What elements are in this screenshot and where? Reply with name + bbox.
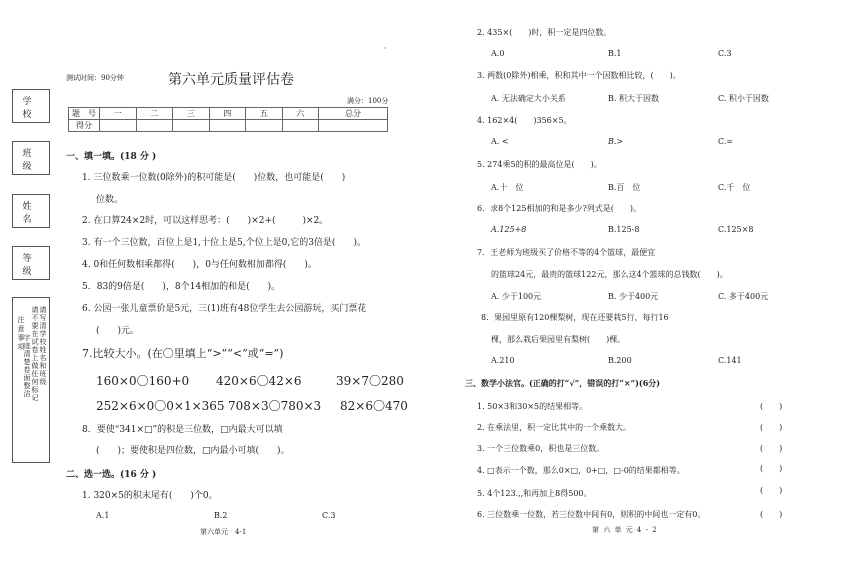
section-3-heading: 三、数学小法官。(正确的打“√”，错误的打“×”)(6分) [465, 378, 661, 388]
option-c: C.= [718, 137, 734, 146]
score-header-cell: 三 [173, 108, 210, 120]
option-b: B. 积大于因数 [608, 94, 659, 103]
compare-item: 420×6〇42×6 [216, 374, 302, 388]
judge-item: 2. 在乘法里，积一定比其中的一个乘数大。 [477, 423, 632, 432]
test-time: 测试时间：90分钟 [66, 74, 124, 82]
notice-col-2: 请不要在试卷上做任何标记 [31, 306, 39, 402]
question-1-3: 3. 有一个三位数，百位上是1,十位上是5,个位上是0,它的3倍是( )。 [82, 238, 366, 248]
score-header-cell: 二 [136, 108, 173, 120]
question-2-1: 1. 320×5的积末尾有( )个0。 [82, 491, 218, 501]
question-1-6: 6. 公园一张儿童票价是5元，三(1)班有48位学生去公园游玩，买门票花 [82, 304, 367, 314]
question-2-6: 6．求8个125相加的和是多少?列式是( )。 [477, 204, 641, 213]
option-a: A.1 [96, 511, 110, 520]
section-1-heading: 一、填一填。(18 分 ) [66, 152, 157, 162]
compare-item: 82×6〇470 [340, 399, 408, 413]
compare-item: 160×0〇160+0 [96, 374, 190, 388]
question-1-1-cont: 位数。 [96, 195, 124, 205]
school-label: 学 校 [22, 97, 53, 120]
judge-answer-paren[interactable]: ( ) [760, 402, 783, 411]
option-a: A.0 [491, 49, 505, 58]
option-a: A. 少于100元 [491, 292, 542, 301]
score-header-cell: 五 [246, 108, 283, 120]
option-c: C. 多于400元 [718, 292, 769, 301]
section-2-heading: 二、选一选。(16 分 ) [66, 470, 157, 480]
score-cell[interactable] [100, 120, 137, 132]
score-header-cell: 六 [282, 108, 319, 120]
judge-answer-paren[interactable]: ( ) [760, 444, 783, 453]
question-1-4: 4. 0和任何数相乘都得( )，0与任何数相加都得( )。 [82, 260, 317, 270]
compare-item: 708×3〇780×3 [228, 399, 322, 413]
question-1-2: 2. 在口算24×2时，可以这样思考：( )×2+( )×2。 [82, 216, 329, 226]
notice-box [12, 297, 50, 463]
option-c: C.141 [718, 356, 742, 365]
score-table-score-row [69, 120, 388, 132]
judge-answer-paren[interactable]: ( ) [760, 510, 783, 519]
notice-col-1: 请写清学校姓名和班级 [39, 306, 47, 386]
option-c: C.3 [718, 49, 732, 58]
page-dot: · [384, 44, 387, 53]
question-1-6-cont: ( )元。 [96, 326, 140, 336]
option-c: C.千 位 [718, 183, 751, 192]
question-2-4: 4. 162×4( )356×5。 [477, 116, 572, 125]
judge-answer-paren[interactable]: ( ) [760, 464, 783, 473]
notice-col-3: 字迹清楚卷面整洁 [23, 334, 31, 398]
score-cell[interactable] [209, 120, 246, 132]
full-score: 满分：100分 [347, 97, 389, 105]
question-1-5: 5．83的9倍是( )，8个14相加的和是( )。 [82, 282, 281, 292]
name-label: 姓 名 [22, 202, 53, 225]
question-1-8: 8．要使“341×□”的积是三位数，□内最大可以填 [82, 425, 283, 435]
option-c: C. 积小于因数 [718, 94, 769, 103]
option-b: B.> [608, 137, 624, 146]
judge-answer-paren[interactable]: ( ) [760, 486, 783, 495]
option-b: B.125-8 [608, 225, 640, 234]
question-1-1: 1. 三位数乘一位数(0除外)的积可能是( )位数，也可能是( ) [82, 173, 346, 183]
score-table [68, 107, 388, 132]
option-c: C.3 [322, 511, 336, 520]
option-b: B.百 位 [608, 183, 641, 192]
question-2-7-cont: 的篮球24元，最贵的篮球122元，那么这4个篮球的总钱数( )。 [491, 270, 728, 279]
question-2-3: 3. 两数(0除外)相乘，积和其中一个因数相比较，( )。 [477, 71, 681, 80]
option-a: A. 无法确定大小关系 [491, 94, 566, 103]
score-header-cell: 总分 [319, 108, 388, 120]
notice-title: 注意事项 [17, 316, 25, 352]
question-1-7: 7.比较大小。(在〇里填上“>”“<”或“=”) [82, 347, 284, 360]
judge-item: 3. 一个三位数乘0，积也是三位数。 [477, 444, 605, 453]
score-table-header-row [69, 108, 388, 120]
question-2-8-cont: 棵，那么栽后果园里有梨树( )棵。 [491, 335, 626, 344]
judge-item: 1. 50×3和30×5的结果相等。 [477, 402, 588, 411]
left-footer: 第六单元 4-1 [200, 528, 247, 536]
question-2-7: 7．王老师为班级买了价格不等的4个篮球，最便宜 [477, 248, 656, 257]
score-header-cell: 题 号 [69, 108, 100, 120]
score-cell[interactable] [173, 120, 210, 132]
score-cell[interactable] [319, 120, 388, 132]
option-b: B.200 [608, 356, 632, 365]
judge-item: 5. 4个123.,,和再加上8得500。 [477, 489, 592, 498]
compare-item: 252×6×0〇0×1×365 [96, 399, 225, 413]
score-cell[interactable] [282, 120, 319, 132]
question-2-5: 5. 274乘5的积的最高位是( )。 [477, 160, 602, 169]
judge-answer-paren[interactable]: ( ) [760, 423, 783, 432]
score-cell[interactable] [136, 120, 173, 132]
option-a: A. < [491, 137, 509, 146]
score-header-cell: 一 [100, 108, 137, 120]
option-b: B. 少于400元 [608, 292, 659, 301]
right-footer: 第 六 单 元 4 - 2 [592, 526, 658, 534]
option-b: B.1 [608, 49, 622, 58]
question-2-8: 8．果园里原有120棵梨树，现在还要栽5行，每行16 [481, 313, 669, 322]
option-a: A.125+8 [491, 225, 527, 234]
question-2-2: 2. 435×( )时，积一定是四位数。 [477, 28, 612, 37]
page-title: 第六单元质量评估卷 [168, 72, 294, 88]
option-a: A.十 位 [491, 183, 524, 192]
grade-label: 等 级 [22, 254, 53, 277]
class-label: 班 级 [22, 149, 53, 172]
score-row-label: 得分 [69, 120, 100, 132]
judge-item: 6. 三位数乘一位数，若三位数中间有0，则积的中间也一定有0。 [477, 510, 706, 519]
option-b: B.2 [214, 511, 228, 520]
option-c: C.125×8 [718, 225, 754, 234]
score-header-cell: 四 [209, 108, 246, 120]
option-a: A.210 [491, 356, 515, 365]
compare-item: 39×7〇280 [336, 374, 404, 388]
score-cell[interactable] [246, 120, 283, 132]
judge-item: 4. □表示一个数，那么0×□，0+□，□-0的结果都相等。 [477, 466, 685, 475]
question-1-8-cont: ( )；要使积是四位数，□内最小可填( )。 [96, 446, 290, 456]
